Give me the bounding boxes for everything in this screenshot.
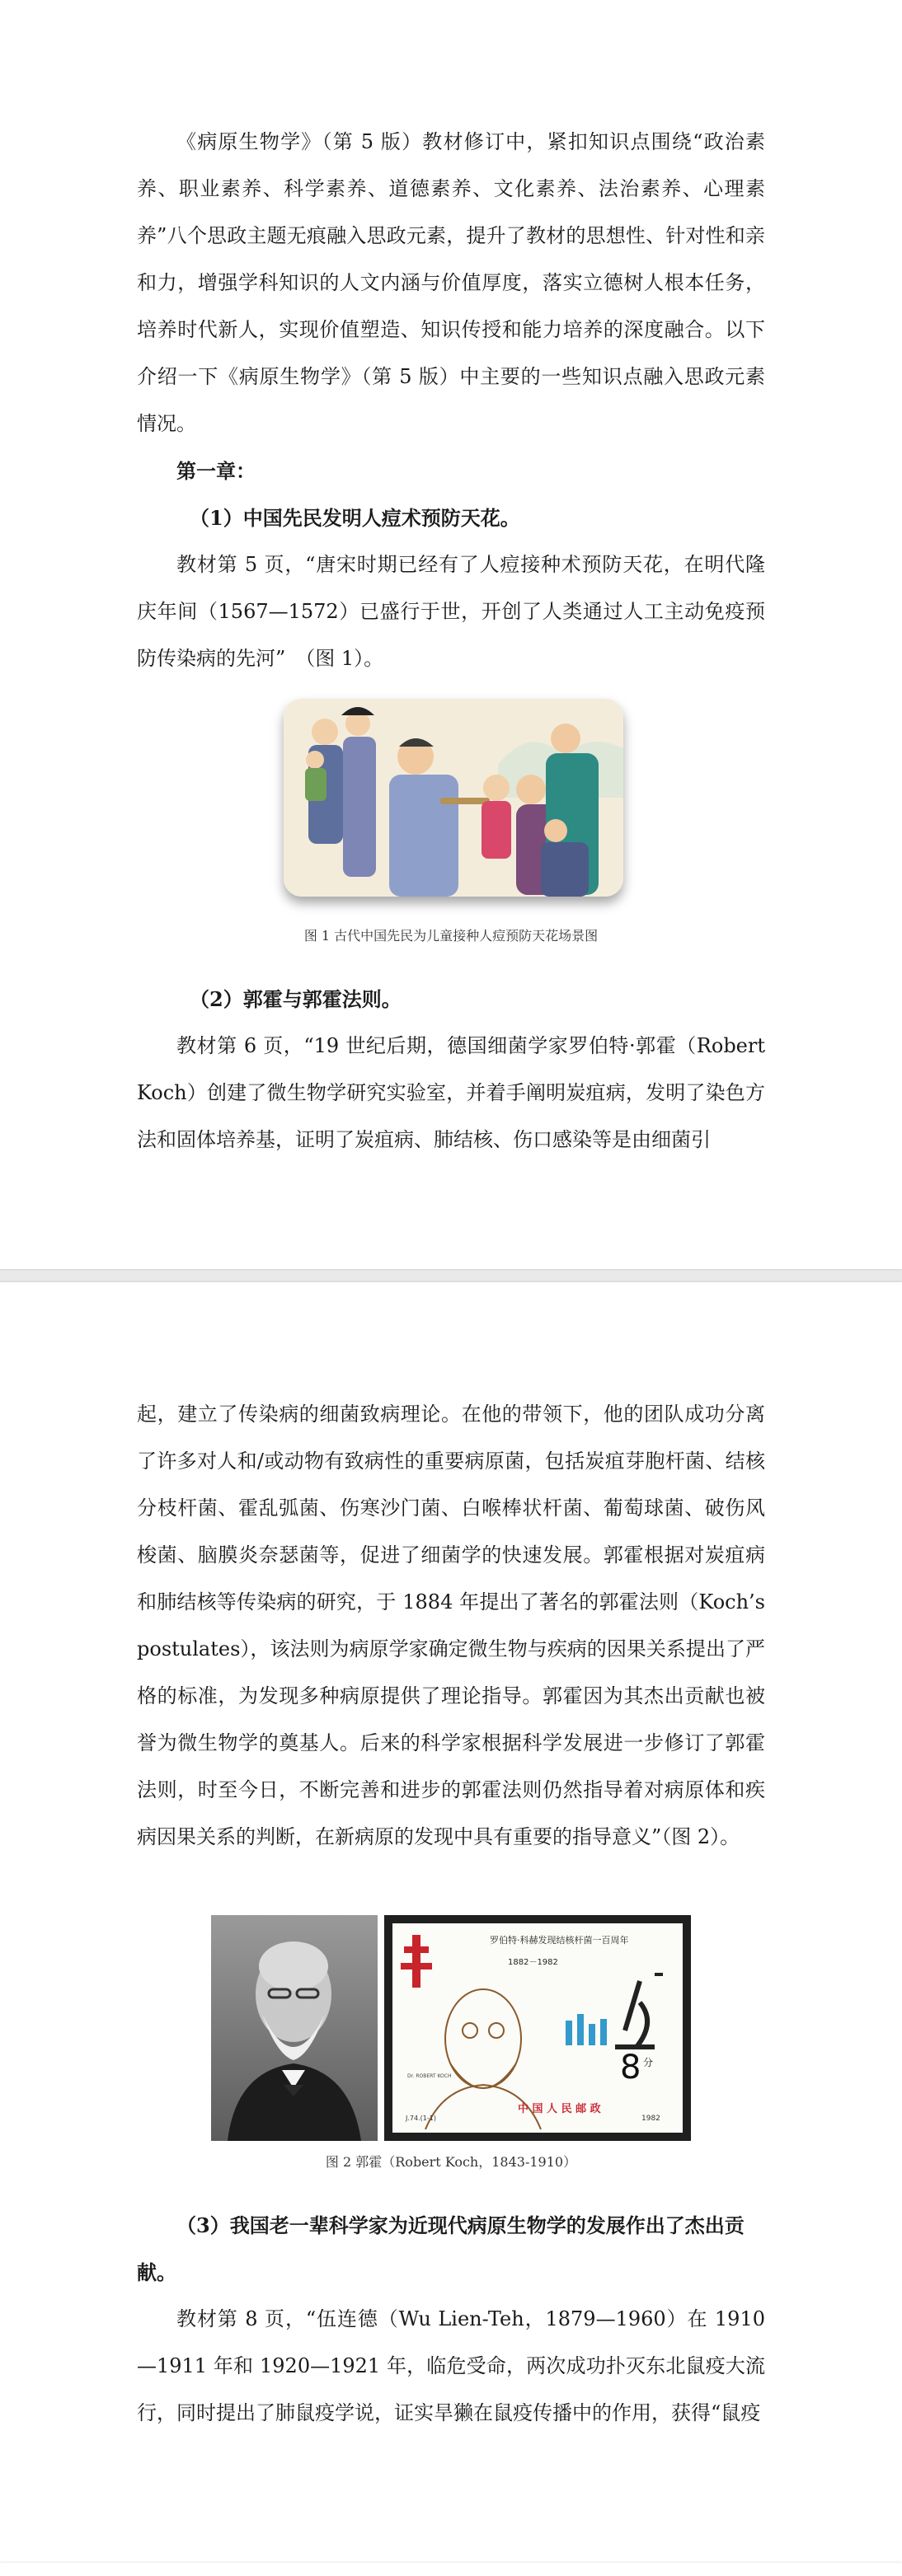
stamp-value: 8 bbox=[620, 2049, 641, 2087]
page1-text-block-2 bbox=[137, 976, 765, 1164]
document-page-3-edge bbox=[0, 2563, 902, 2576]
stamp-code: J.74.(1-1) bbox=[406, 2115, 436, 2122]
stamp-doctor-name: Dr. ROBERT KOCH bbox=[407, 2073, 452, 2079]
document-page-1 bbox=[0, 0, 902, 1269]
stamp-title: 罗伯特·科赫发现结核杆菌一百周年 bbox=[490, 1935, 629, 1946]
figure-2-caption: 图 2 郭霍（Robert Koch，1843-1910） bbox=[325, 2154, 577, 2170]
intro-paragraph: 《病原生物学》（第 5 版）教材修订中，紧扣知识点围绕“政治素养、职业素养、科学素养、道德素养、文化素养、法治素养、心理素养”八个思政主题无痕融入思政元素，提升了教材的思想性、针对性和亲和力，增强学科知识的人文内涵与价值厚度，落实立德树人根本任务，培养时代新人，实现价值塑造、知识传授和能力培养的深度融合。以下介绍一下《病原生物学》（第 5 版）中主要的一些知识点融入思政元素情况。 bbox=[137, 130, 765, 435]
page2-text-block-2 bbox=[137, 2202, 765, 2437]
page2-text-block bbox=[137, 1391, 765, 1861]
section-3-body: 教材第 8 页，“伍连德（Wu Lien-Teh，1879—1960）在 1910—1911 年和 1920—1921 年，临危受命，两次成功扑灭东北鼠疫大流行，同时提出了肺鼠疫学说，证实旱獭在鼠疫传播中的作用，获得“鼠疫 bbox=[137, 2307, 765, 2424]
section-2-title: （2）郭霍与郭霍法则。 bbox=[190, 987, 402, 1011]
figure-1-caption: 图 1 古代中国先民为儿童接种人痘预防天花场景图 bbox=[303, 928, 599, 944]
section-3-title: （3）我国老一辈科学家为近现代病原生物学的发展作出了杰出贡献。 bbox=[137, 2213, 745, 2284]
robert-koch-portrait bbox=[211, 1915, 378, 2141]
section-2-body: 教材第 6 页，“19 世纪后期，德国细菌学家罗伯特·郭霍（Robert Koch）创建了微生物学研究实验室，并着手阐明炭疽病，发明了染色方法和固体培养基，证明了炭疽病、肺结核、伤口感染等是由细菌引 bbox=[137, 1034, 765, 1151]
stamp-face bbox=[392, 1923, 683, 2133]
smallpox-inoculation-illustration bbox=[284, 699, 623, 897]
koch-commemorative-stamp bbox=[384, 1915, 691, 2141]
page1-text-block bbox=[137, 119, 765, 682]
section-1-title: （1）中国先民发明人痘术预防天花。 bbox=[190, 506, 520, 530]
stamp-unit: 分 bbox=[643, 2057, 654, 2068]
cross-of-lorraine-icon bbox=[401, 1935, 432, 1988]
section-1-body: 教材第 5 页，“唐宋时期已经有了人痘接种术预防天花，在明代隆庆年间（1567—1572）已盛行于世，开创了人类通过人工主动免疫预防传染病的先河” （图 1）。 bbox=[137, 553, 765, 670]
stamp-years: 1882－1982 bbox=[508, 1958, 558, 1967]
chapter-heading: 第一章： bbox=[176, 459, 256, 483]
stamp-year: 1982 bbox=[641, 2115, 660, 2123]
stamp-country: 中 国 人 民 邮 政 bbox=[518, 2103, 601, 2115]
section-2-continuation: 起，建立了传染病的细菌致病理论。在他的带领下，他的团队成功分离了许多对人和/或动物有致病性的重要病原菌，包括炭疽芽胞杆菌、结核分枝杆菌、霍乱弧菌、伤寒沙门菌、白喉棒状杆菌、葡萄球菌、破伤风梭菌、脑膜炎奈瑟菌等，促进了细菌学的快速发展。郭霍根据对炭疽病和肺结核等传染病的研究，于 1884 年提出了著名的郭霍法则（Koch’s postulates），该法则为病原学家确定微生物与疾病的因果关系提出了严格的标准，为发现多种病原提供了理论指导。郭霍因为其杰出贡献也被誉为微生物学的奠基人。后来的科学家根据科学发展进一步修订了郭霍法则，时至今日，不断完善和进步的郭霍法则仍然指导着对病原体和疾病因果关系的判断，在新病原的发现中具有重要的指导意义”（图 2）。 bbox=[137, 1403, 765, 1848]
